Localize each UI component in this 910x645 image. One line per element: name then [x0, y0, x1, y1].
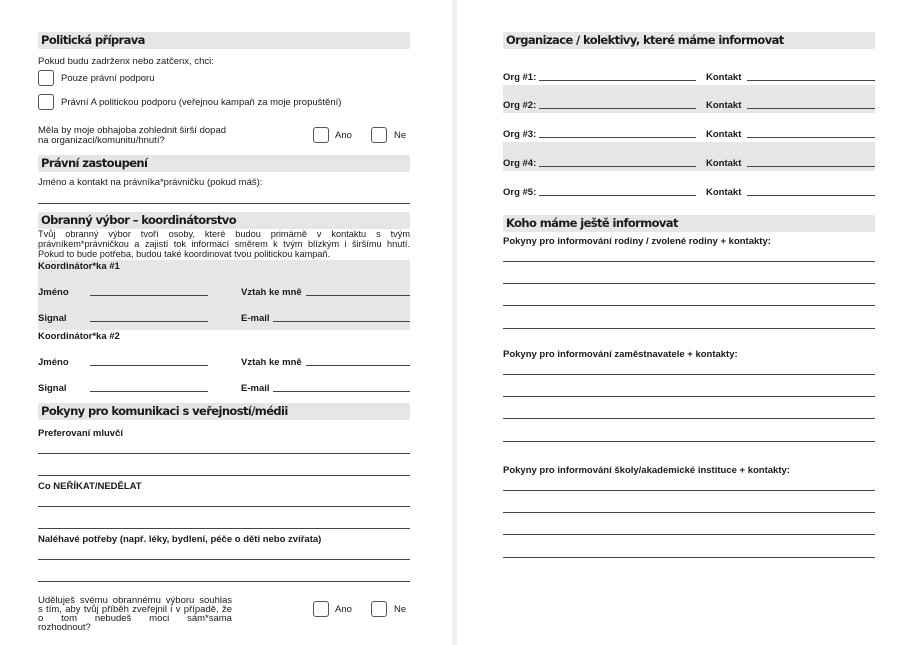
- org5-contact-label: Kontakt: [706, 187, 742, 198]
- org1-contact-line[interactable]: [747, 80, 875, 81]
- org3-contact-line[interactable]: [747, 137, 875, 138]
- dont-say-line-1[interactable]: [38, 506, 410, 507]
- org5-line[interactable]: [539, 195, 696, 196]
- consent-word-nebudes: nebudeš: [94, 613, 132, 624]
- section-header-defense-committee: Obranný výbor – koordinátorstvo: [38, 212, 410, 229]
- coord2-email-line[interactable]: [273, 391, 410, 392]
- consent-question-line2: s tím, aby tvůj příběh zveřejnil i v případě, že: [38, 604, 232, 615]
- wider-impact-question-line1: Měla by moje obhajoba zohlednit širší dopad: [38, 125, 227, 136]
- consent-word-moci: moci: [149, 613, 170, 624]
- impact-no-label: Ne: [394, 130, 407, 141]
- checkbox-legal-and-political[interactable]: [38, 94, 54, 110]
- org3-label: Org #3:: [503, 129, 537, 140]
- school-line-1[interactable]: [503, 490, 875, 491]
- committee-desc-line3: Pokud to bude potřeba, budou také koordinovat tvou politickou kampaň.: [38, 249, 331, 259]
- section-header-media-communication: Pokyny pro komunikaci s veřejností/médii: [38, 403, 410, 420]
- org2-line[interactable]: [539, 108, 696, 109]
- employer-line-3[interactable]: [503, 418, 875, 419]
- coord1-signal-line[interactable]: [90, 321, 208, 322]
- option-legal-only-label: Pouze právní podporu: [61, 73, 155, 84]
- lawyer-prompt: Jméno a kontakt na právníka*právničku (pokud máš):: [38, 177, 263, 188]
- section-header-organizations: Organizace / kolektivy, které máme informovat: [503, 32, 875, 49]
- committee-desc-line2: právníkem*právničkou a zajistí tok informací směrem k tvým blízkým i širšímu hnutí.: [38, 239, 410, 249]
- coord1-name-label: Jméno: [38, 287, 69, 298]
- school-line-2[interactable]: [503, 512, 875, 513]
- coord2-relation-line[interactable]: [306, 365, 410, 366]
- coord1-relation-label: Vztah ke mně: [241, 287, 302, 298]
- impact-yes-label: Ano: [335, 130, 352, 141]
- section-header-who-else-to-inform: Koho máme ještě informovat: [503, 215, 875, 232]
- school-line-3[interactable]: [503, 534, 875, 535]
- urgent-needs-label: Naléhavé potřeby (např. léky, bydlení, péče o děti nebo zvířata): [38, 534, 322, 545]
- spokesperson-label: Preferovaní mluvčí: [38, 428, 124, 439]
- org1-label: Org #1:: [503, 72, 537, 83]
- spokesperson-line-1[interactable]: [38, 453, 410, 454]
- school-instructions-label: Pokyny pro informování školy/akademické instituce + kontakty:: [503, 465, 790, 476]
- checkbox-impact-no[interactable]: [371, 127, 387, 143]
- consent-question-line1: Uděluješ svému obrannému výboru souhlas: [38, 595, 232, 606]
- coord1-signal-label: Signal: [38, 313, 67, 324]
- coordinator1-title: Koordinátor*ka #1: [38, 261, 120, 272]
- org3-contact-label: Kontakt: [706, 129, 742, 140]
- coord1-email-label: E-mail: [241, 313, 270, 324]
- coord2-email-label: E-mail: [241, 383, 270, 394]
- coord2-name-line[interactable]: [90, 365, 208, 366]
- school-line-4[interactable]: [503, 557, 875, 558]
- checkbox-legal-only[interactable]: [38, 70, 54, 86]
- family-instructions-label: Pokyny pro informování rodiny / zvolené rodiny + kontakty:: [503, 236, 771, 247]
- consent-no-label: Ne: [394, 604, 407, 615]
- consent-word-tom: tom: [61, 613, 77, 624]
- lawyer-input-line[interactable]: [38, 203, 410, 204]
- option-legal-political-label: Právní A politickou podporu (veřejnou kampaň za moje propuštění): [61, 97, 342, 108]
- org4-label: Org #4:: [503, 158, 537, 169]
- employer-line-1[interactable]: [503, 374, 875, 375]
- section-header-legal-representation: Právní zastoupení: [38, 155, 410, 172]
- org2-label: Org #2:: [503, 100, 537, 111]
- coord1-email-line[interactable]: [273, 321, 410, 322]
- right-page: [457, 0, 910, 645]
- dont-say-label: Co NEŘÍKAT/NEDĚLAT: [38, 481, 142, 492]
- urgent-needs-line-1[interactable]: [38, 559, 410, 560]
- consent-yes-label: Ano: [335, 604, 352, 615]
- family-line-2[interactable]: [503, 283, 875, 284]
- family-line-1[interactable]: [503, 261, 875, 262]
- section-header-political-preparation: Politická příprava: [38, 32, 410, 49]
- family-line-4[interactable]: [503, 328, 875, 329]
- political-prompt: Pokud budu zadrženx nebo zatčenx, chci:: [38, 56, 214, 67]
- wider-impact-question-line2: na organizaci/komunitu/hnutí?: [38, 135, 165, 146]
- urgent-needs-line-2[interactable]: [38, 581, 410, 582]
- org5-contact-line[interactable]: [747, 195, 875, 196]
- coordinator2-title: Koordinátor*ka #2: [38, 331, 120, 342]
- org4-line[interactable]: [539, 166, 696, 167]
- consent-word-o: o: [38, 613, 44, 624]
- org1-line[interactable]: [539, 80, 696, 81]
- left-page: [0, 0, 452, 645]
- consent-word-samsama: sám*sama: [187, 613, 232, 624]
- org5-label: Org #5:: [503, 187, 537, 198]
- org2-contact-label: Kontakt: [706, 100, 742, 111]
- dont-say-line-2[interactable]: [38, 528, 410, 529]
- family-line-3[interactable]: [503, 305, 875, 306]
- checkbox-consent-yes[interactable]: [313, 601, 329, 617]
- checkbox-impact-yes[interactable]: [313, 127, 329, 143]
- coord1-name-line[interactable]: [90, 295, 208, 296]
- coord2-signal-line[interactable]: [90, 391, 208, 392]
- committee-desc-line1: Tvůj obranný výbor tvoří osoby, které budou primárně v kontaktu s tvým: [38, 229, 410, 239]
- employer-line-4[interactable]: [503, 441, 875, 442]
- org1-contact-label: Kontakt: [706, 72, 742, 83]
- org2-contact-line[interactable]: [747, 108, 875, 109]
- org3-line[interactable]: [539, 137, 696, 138]
- coord2-relation-label: Vztah ke mně: [241, 357, 302, 368]
- checkbox-consent-no[interactable]: [371, 601, 387, 617]
- org4-contact-line[interactable]: [747, 166, 875, 167]
- coord1-relation-line[interactable]: [306, 295, 410, 296]
- employer-instructions-label: Pokyny pro informování zaměstnavatele + kontakty:: [503, 349, 738, 360]
- coord2-name-label: Jméno: [38, 357, 69, 368]
- spokesperson-line-2[interactable]: [38, 475, 410, 476]
- coord2-signal-label: Signal: [38, 383, 67, 394]
- consent-question-line4: rozhodnout?: [38, 622, 91, 633]
- org4-contact-label: Kontakt: [706, 158, 742, 169]
- employer-line-2[interactable]: [503, 396, 875, 397]
